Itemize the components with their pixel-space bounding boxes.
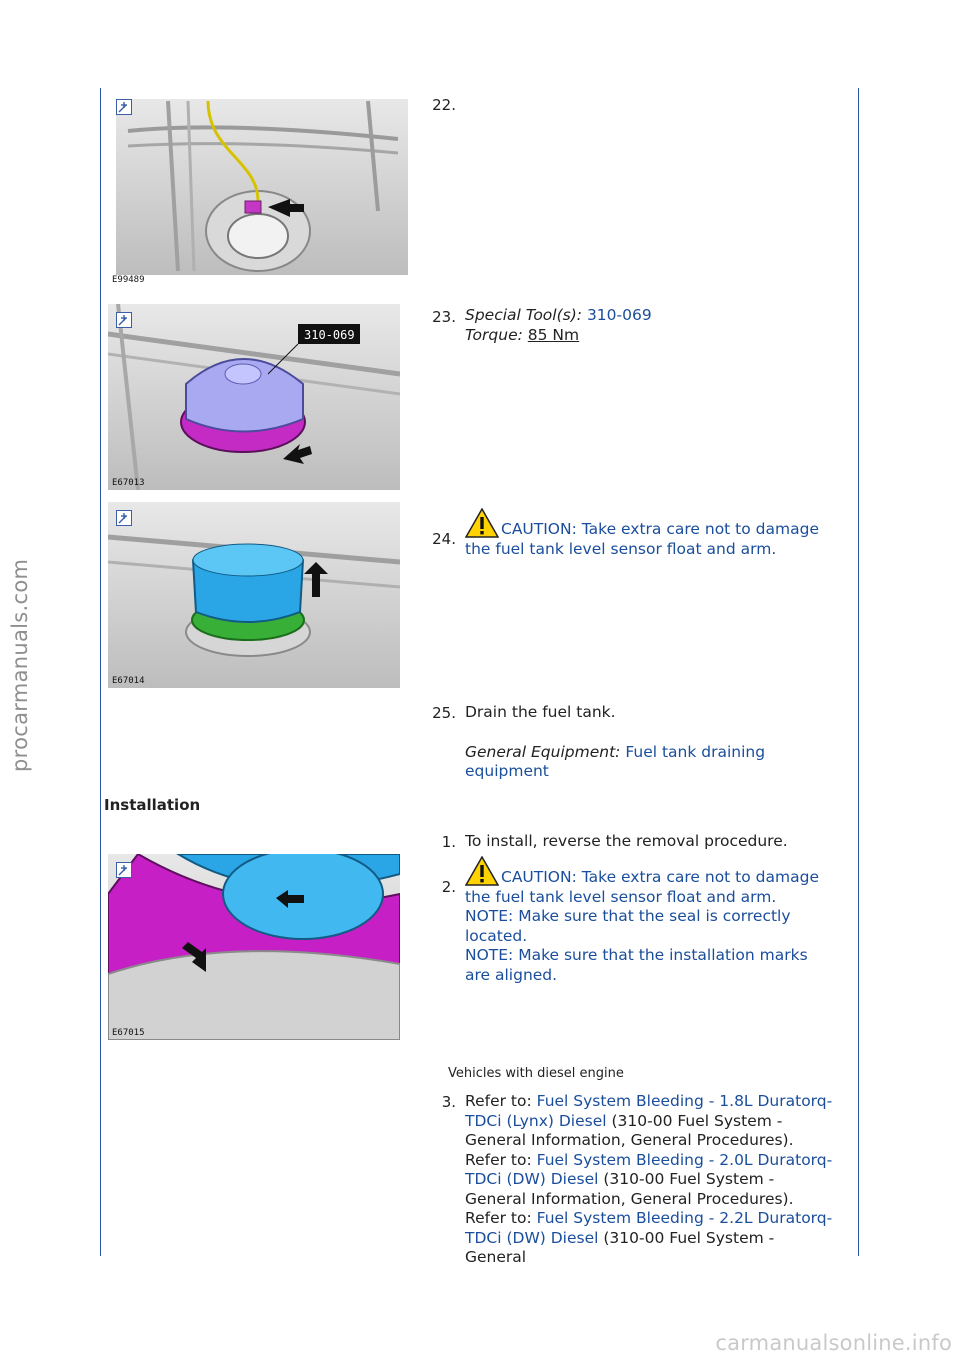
install-step-1-number: 1. [441,833,456,851]
zoom-icon[interactable] [116,862,132,878]
step-24-number: 24. [432,530,456,548]
install-step-2-number: 2. [441,878,456,896]
caution-warning-icon [465,856,499,886]
install-step-2-body [465,856,835,985]
step-22-number: 22. [432,96,456,114]
caution-warning-icon [465,508,499,538]
step-23-number: 23. [432,308,456,326]
zoom-icon[interactable] [116,312,132,328]
bottom-watermark: carmanualsonline.info [715,1331,952,1355]
left-margin-line [100,88,101,1256]
step-23-body [465,306,835,345]
reference-link-2[interactable]: Fuel System Bleeding - 2.0L Duratorq-TDCi (DW) Diesel [465,1150,833,1188]
subheading-diesel: Vehicles with diesel engine [448,1066,624,1081]
caution-text: CAUTION: Take extra care not to damage the fuel tank level sensor float and arm. [465,868,819,906]
step-25-number: 25. [432,704,456,722]
figure-e67013-illustration [108,304,400,490]
reference-2: Refer to: Fuel System Bleeding - 2.0L Duratorq-TDCi (DW) Diesel (310-00 Fuel System - General Information, General Procedures). [465,1150,833,1208]
tool-callout-label: 310-069 [304,328,355,342]
special-tool-link[interactable]: 310-069 [586,306,652,324]
figure-e67013 [108,304,400,490]
step-24-body [465,508,835,559]
figure-id: E99489 [112,275,145,285]
reference-link-1[interactable]: Fuel System Bleeding - 1.8L Duratorq-TDCi (Lynx) Diesel [465,1092,833,1130]
zoom-icon[interactable] [116,510,132,526]
reference-3: Refer to: Fuel System Bleeding - 2.2L Duratorq-TDCi (DW) Diesel (310-00 Fuel System - General [465,1209,833,1266]
note-marks: NOTE: Make sure that the installation marks are aligned. [465,946,808,984]
install-step-3-number: 3. [441,1093,456,1111]
step-25-body [465,703,835,782]
reference-link-3[interactable]: Fuel System Bleeding - 2.2L Duratorq-TDCi (DW) Diesel [465,1209,833,1247]
figure-e99489-illustration [108,91,408,287]
figure-e99489 [108,91,408,287]
caution-text: CAUTION: Take extra care not to damage the fuel tank level sensor float and arm. [465,520,819,558]
figure-id: E67014 [112,676,145,686]
figure-e67015-illustration [108,854,400,1040]
install-step-1-body: To install, reverse the removal procedure. [465,832,788,850]
install-step-3-body [465,1092,835,1268]
figure-e67015 [108,854,400,1040]
general-equipment-label: General Equipment: [465,742,621,761]
figure-id: E67015 [112,1028,145,1038]
figure-e67014-illustration [108,502,400,688]
figure-e67014 [108,502,400,688]
note-seal: NOTE: Make sure that the seal is correctly located. [465,907,791,945]
reference-1: Refer to: Fuel System Bleeding - 1.8L Duratorq-TDCi (Lynx) Diesel (310-00 Fuel System - General Information, General Procedures). [465,1092,833,1149]
special-tool-label: Special Tool(s): [465,306,582,324]
zoom-icon[interactable] [116,99,132,115]
general-equipment-link[interactable]: Fuel tank draining equipment [465,742,766,780]
right-margin-line [858,88,859,1256]
figure-id: E67013 [112,478,145,488]
torque-value: 85 Nm [527,325,580,344]
torque-label: Torque: [465,325,523,344]
section-heading-installation: Installation [104,796,201,814]
step-25-text: Drain the fuel tank. [465,703,616,721]
